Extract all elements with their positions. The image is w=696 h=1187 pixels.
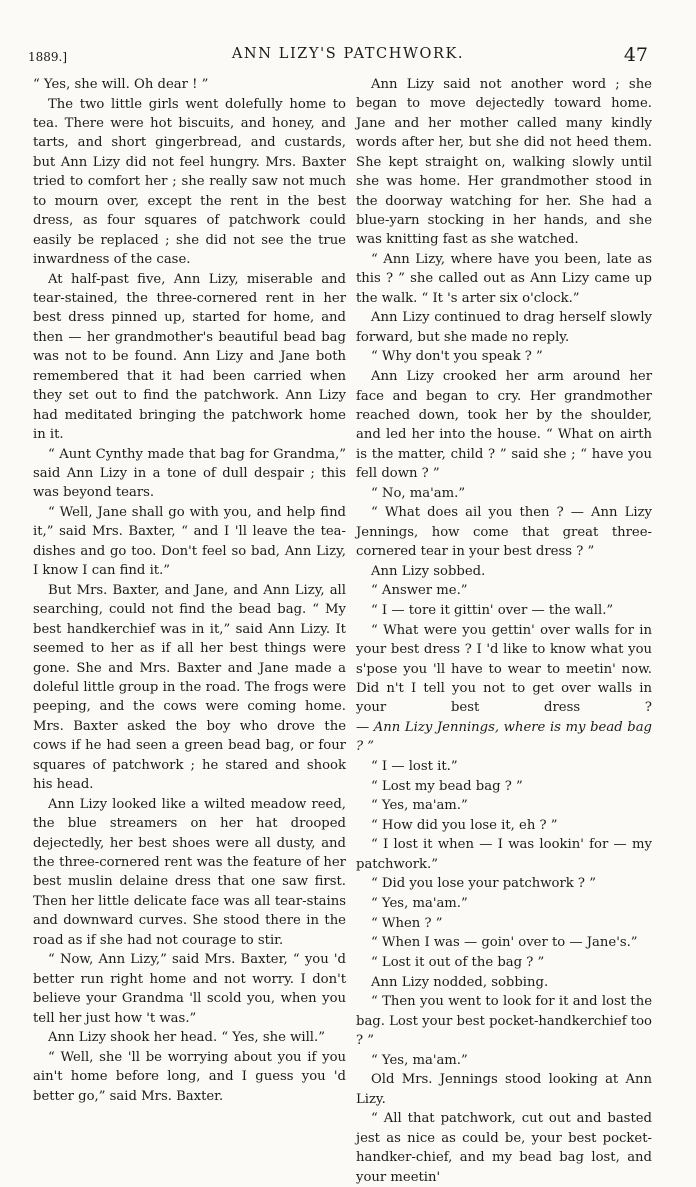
paragraph: Ann Lizy said not another word ; she began to move dejectedly toward home. Jane and her mother called many kindly words after her, but she did not heed them. She kept straight on, walking slowly until she was home. Her grandmother stood in the doorway watching for her. She had a blue-yarn stocking in her hands, and she was knitting fast as she watched. — [356, 77, 652, 248]
paragraph: Ann Lizy crooked her arm around her face and began to cry. Her grandmother reached down, took her by the shoulder, and led her into the house. “ What on airth is the matter, child ? ” said she ; “ have you fell down ? ” — [356, 369, 652, 482]
paragraph: Ann Lizy looked like a wilted meadow reed, the blue streamers on her hat drooped dejectedly, her best shoes were all dusty, and the three-cornered rent was the feature of her best muslin delaine dress that one saw first. Then her little delicate face was all tear-stains and downward curves. She stood there in the road as if she had not courage to stir. — [33, 796, 346, 948]
paragraph: “ Yes, ma'am.” — [371, 896, 468, 912]
paragraph: “ Lost it out of the bag ? ” — [371, 954, 545, 970]
paragraph: “ When I was — goin' over to — Jane's.” — [371, 935, 638, 951]
paragraph: “ I lost it when — I was lookin' for — my patchwork.” — [356, 837, 652, 872]
paragraph: “ No, ma'am.” — [371, 485, 466, 501]
paragraph: Ann Lizy sobbed. — [371, 563, 486, 579]
paragraph: Ann Lizy continued to drag herself slowly forward, but she made no reply. — [356, 310, 652, 345]
paragraph: “ Now, Ann Lizy,” said Mrs. Baxter, “ you 'd better run right home and not worry. I don't believe your Grandma 'll scold you, when you tell her just how 't was.” — [33, 952, 346, 1026]
paragraph: “ What does ail you then ? — Ann Lizy Jennings, how come that great three-cornered tear in your best dress ? ” — [356, 505, 652, 560]
paragraph: “ Lost my bead bag ? ” — [371, 778, 523, 794]
paragraph: “ I — tore it gittin' over — the wall.” — [371, 603, 614, 619]
paragraph: “ Answer me.” — [371, 583, 468, 599]
paragraph: “ Aunt Cynthy made that bag for Grandma,” said Ann Lizy in a tone of dull despair ; this was beyond tears. — [33, 446, 346, 501]
running-head-year: 1889.] — [28, 50, 68, 64]
paragraph: “ Why don't you speak ? ” — [371, 349, 543, 365]
paragraph: “ All that patchwork, cut out and basted jest as nice as could be, your best pocket-handker-chief, and my bead bag lost, and your meetin' — [356, 1111, 652, 1185]
paragraph: “ Did you lose your patchwork ? ” — [371, 876, 596, 892]
paragraph: “ Ann Lizy, where have you been, late as this ? ” she called out as Ann Lizy came up the walk. “ It 's arter six o'clock.” — [356, 251, 652, 306]
paragraph: But Mrs. Baxter, and Jane, and Ann Lizy, all searching, could not find the bead bag. “ My best handkerchief was in it,” said Ann Lizy. It seemed to her as if all her best things were gone. She and Mrs. Baxter and Jane made a doleful little group in the road. The frogs were peeping, and the cows were coming home. Mrs. Baxter asked the boy who drove the cows if he had seen a green bead bag, or four squares of patchwork ; he stared and shook his head. — [33, 582, 346, 793]
running-head-title: ANN LIZY'S PATCHWORK. — [231, 46, 465, 62]
left-text-column — [33, 75, 346, 1106]
paragraph: Ann Lizy nodded, sobbing. — [371, 974, 549, 990]
paragraph: “ How did you lose it, eh ? ” — [371, 817, 558, 833]
paragraph: “ What were you gettin' over walls for in your best dress ? I 'd like to know what you s'pose you 'll have to wear to meetin' now. Did n't I tell you not to get over walls in your best dress ? — [356, 622, 652, 716]
paragraph: “ Yes, ma'am.” — [371, 1052, 468, 1068]
right-text-column — [356, 75, 652, 1187]
paragraph: Old Mrs. Jennings stood looking at Ann Lizy. — [356, 1072, 652, 1107]
paragraph: “ When ? ” — [371, 915, 443, 931]
paragraph-italic — [356, 718, 652, 757]
paragraph: The two little girls went dolefully home to tea. There were hot biscuits, and honey, and tarts, and short gingerbread, and custards, but Ann Lizy did not feel hungry. Mrs. Baxter tried to comfort her ; she really saw not much to mourn over, except the rent in the best dress, as four squares of patchwork could easily be replaced ; she did not see the true inwardness of the case. — [33, 96, 346, 267]
paragraph: At half-past five, Ann Lizy, miserable and tear-stained, the three-cornered rent in her best dress pinned up, started for home, and then — her grandmother's beautiful bead bag was not to be found. Ann Lizy and Jane both remembered that it had been carried when they set out to find the patchwork. Ann Lizy had meditated bringing the patchwork home in it. — [33, 271, 346, 442]
paragraph: “ Yes, she will. Oh dear ! ” — [33, 77, 209, 92]
paragraph: “ I — lost it.” — [371, 759, 458, 775]
paragraph: Ann Lizy shook her head. “ Yes, she will.” — [48, 1030, 325, 1046]
italic-line: — Ann Lizy Jennings, where is my bead bag ? ” — [356, 719, 652, 755]
page-number: 47 — [623, 44, 648, 66]
paragraph: “ Yes, ma'am.” — [371, 798, 468, 814]
paragraph: “ Well, she 'll be worrying about you if you ain't home before long, and I guess you 'd better go,” said Mrs. Baxter. — [33, 1049, 346, 1104]
paragraph: “ Then you went to look for it and lost the bag. Lost your best pocket-handkerchief too ? ” — [356, 994, 652, 1048]
paragraph: “ Well, Jane shall go with you, and help find it,” said Mrs. Baxter, “ and I 'll leave the tea-dishes and go too. Don't feel so bad, Ann Lizy, I know I can find it.” — [33, 505, 346, 579]
